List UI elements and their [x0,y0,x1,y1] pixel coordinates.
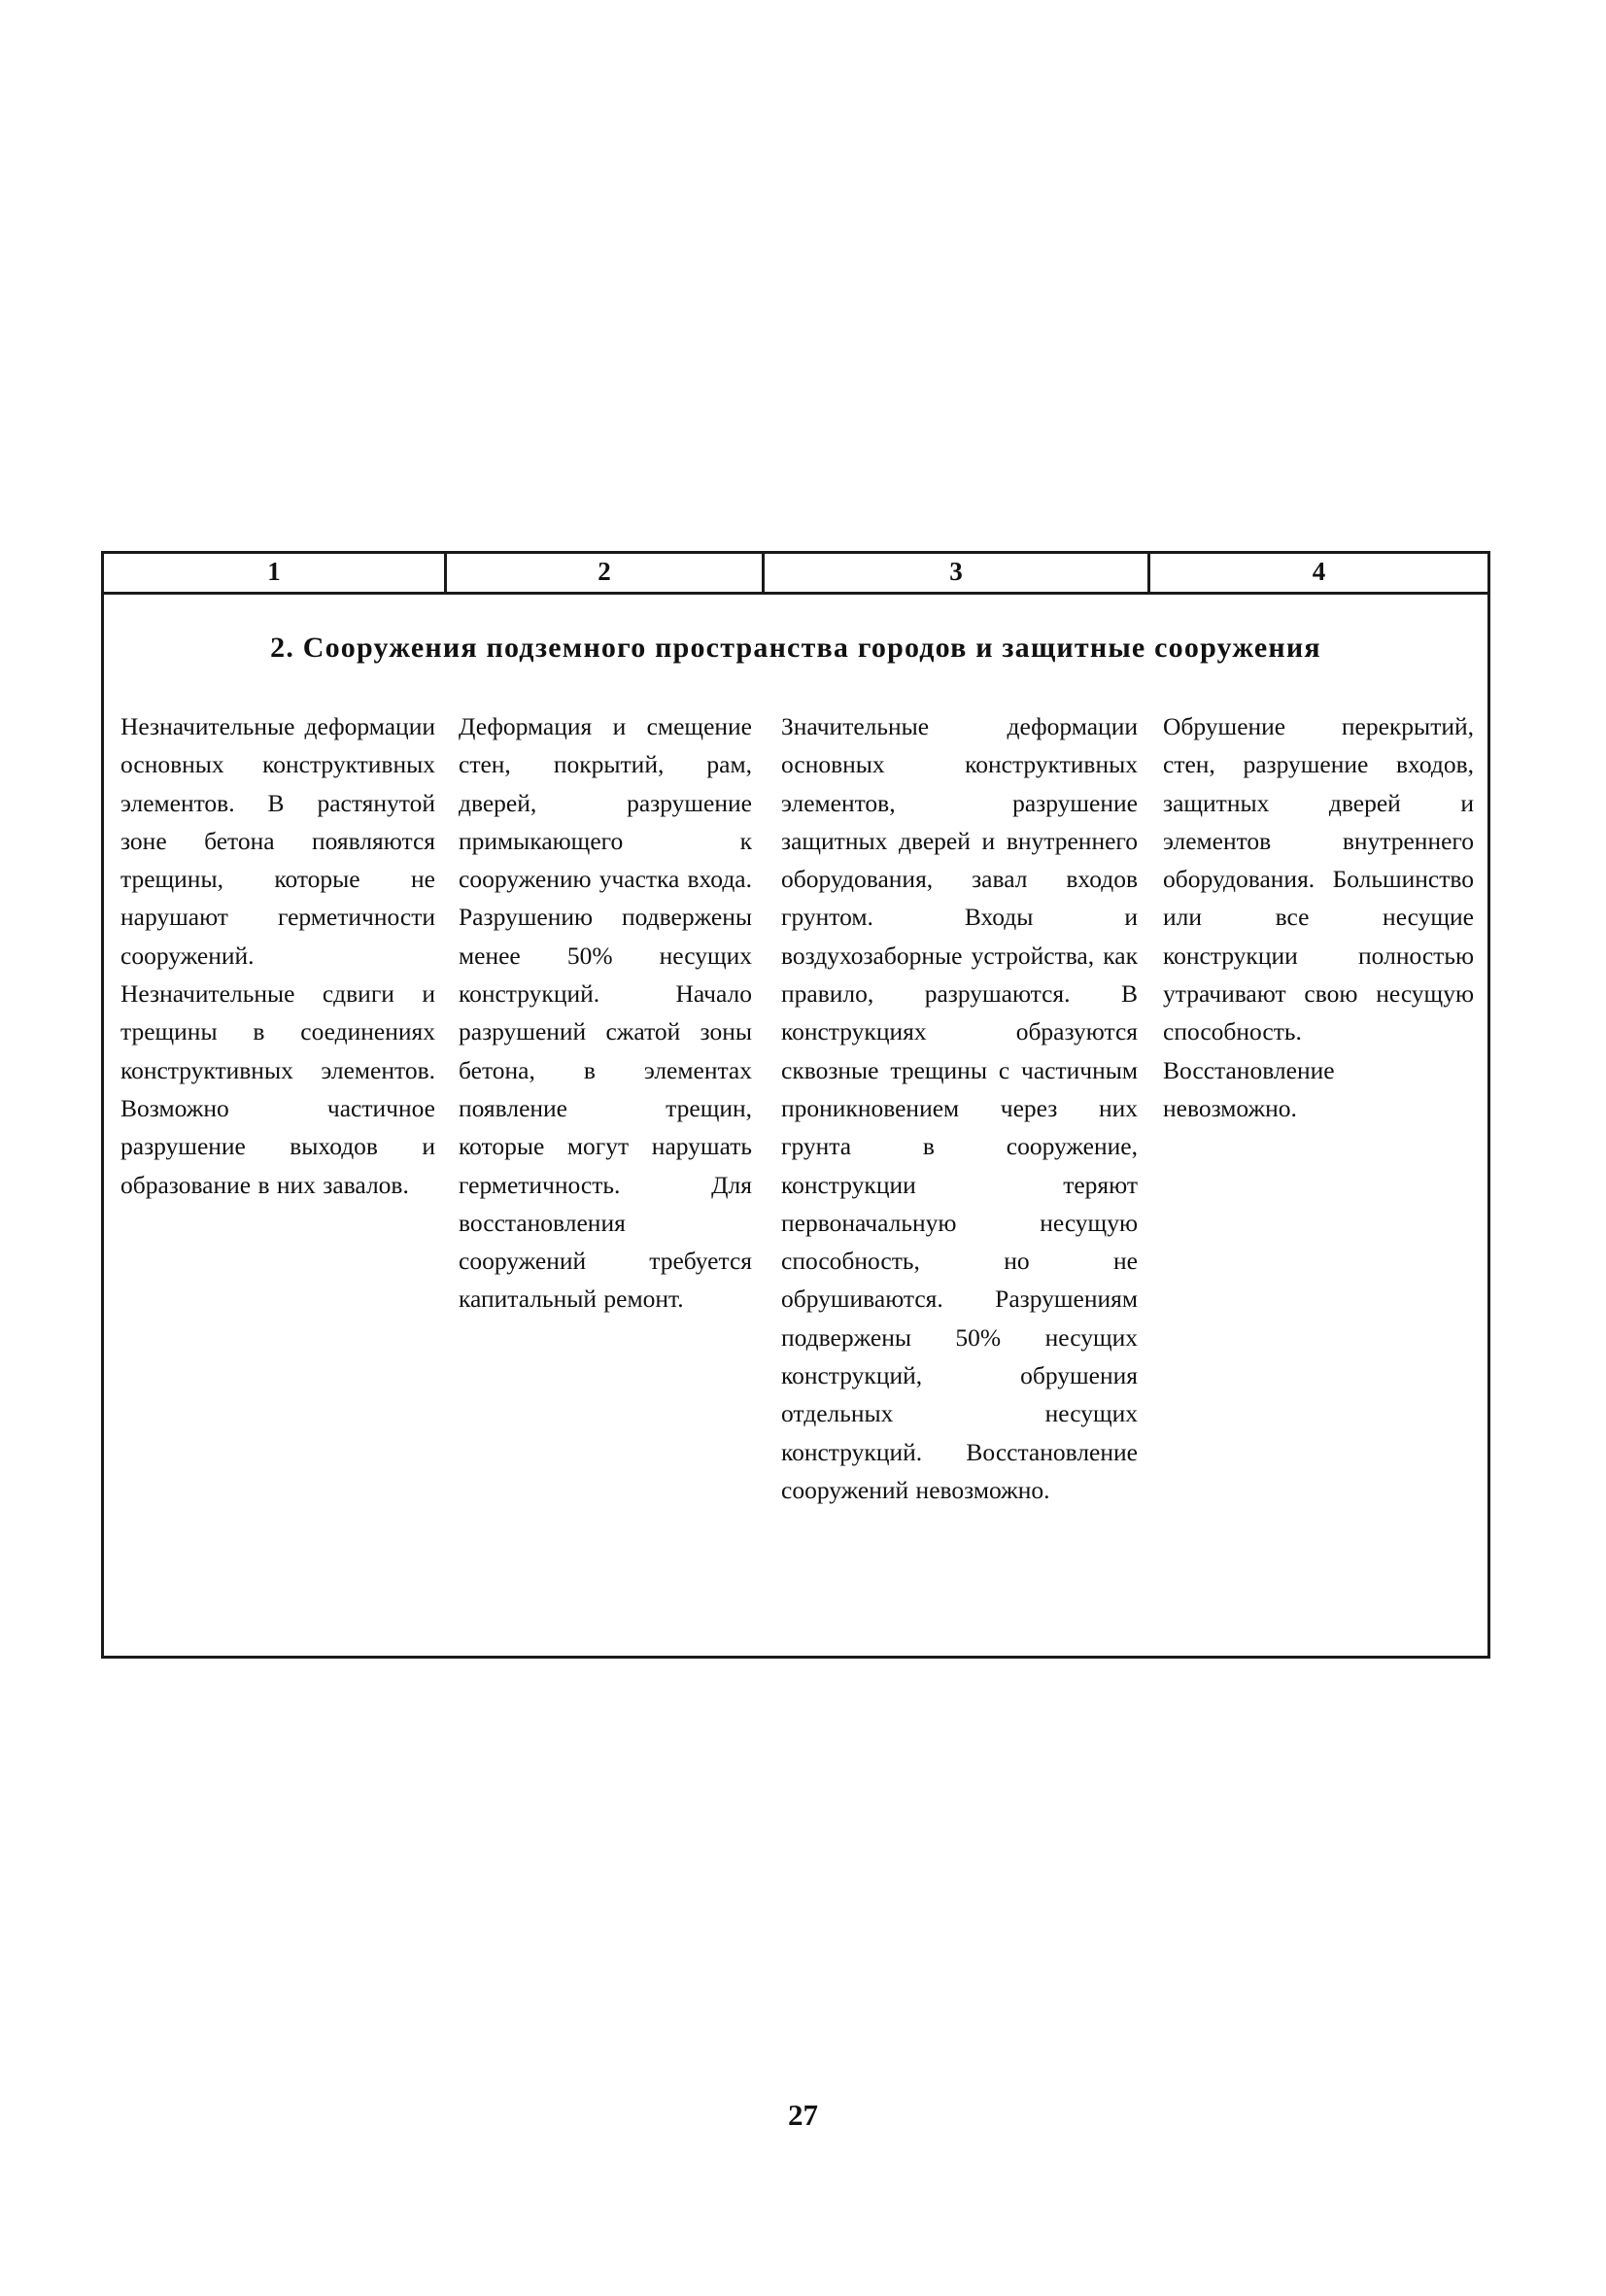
header-cell-2: 2 [444,554,762,592]
header-cell-3: 3 [762,554,1147,592]
header-cell-1: 1 [267,557,281,586]
table-cell-column-1: Незначительные деформации основных конструктивных элементов. В растянутой зоне бетона появляются трещины, которые не нарушают герметичности сооружений. Незначительные сдвиги и трещины в соединениях конструктивных элементов. Возможно частичное разрушение выходов и образование в них завалов. [120,712,435,1199]
table-header-row [104,554,1487,595]
header-cell-4: 4 [1147,554,1487,592]
table-cell-column-3: Значительные деформации основных конструктивных элементов, разрушение защитных дверей и внутреннего оборудования, завал входов грунтом. Входы и воздухозаборные устройства, как правило, разрушаются. В конструкциях образуются сквозные трещины с частичным проникновением через них грунта в сооружение, конструкции теряют первоначальную несущую способность, но не обрушиваются. Разрушениям подвержены 50% несущих конструкций, обрушения отдельных несущих конструкций. Восстановление сооружений невозможно. [781,712,1138,1504]
table-cell-column-4: Обрушение перекрытий, стен, разрушение входов, защитных дверей и элементов внутреннего оборудования. Большинство или все несущие конструкции полностью утрачивают свою несущую способность. Восстановление невозможно. [1163,712,1474,1122]
section-title: 2. Сооружения подземного пространства городов и защитные сооружения [270,632,1321,664]
damage-table [101,551,1490,1659]
table-cell-column-2: Деформация и смещение стен, покрытий, рам, дверей, разрушение примыкающего к сооружению участка входа. Разрушению подвержены менее 50% несущих конструкций. Начало разрушений сжатой зоны бетона, в элементах появление трещин, которые могут нарушать герметичность. Для восстановления сооружений требуется капитальный ремонт. [459,712,752,1314]
page-number: 27 [788,2098,818,2132]
